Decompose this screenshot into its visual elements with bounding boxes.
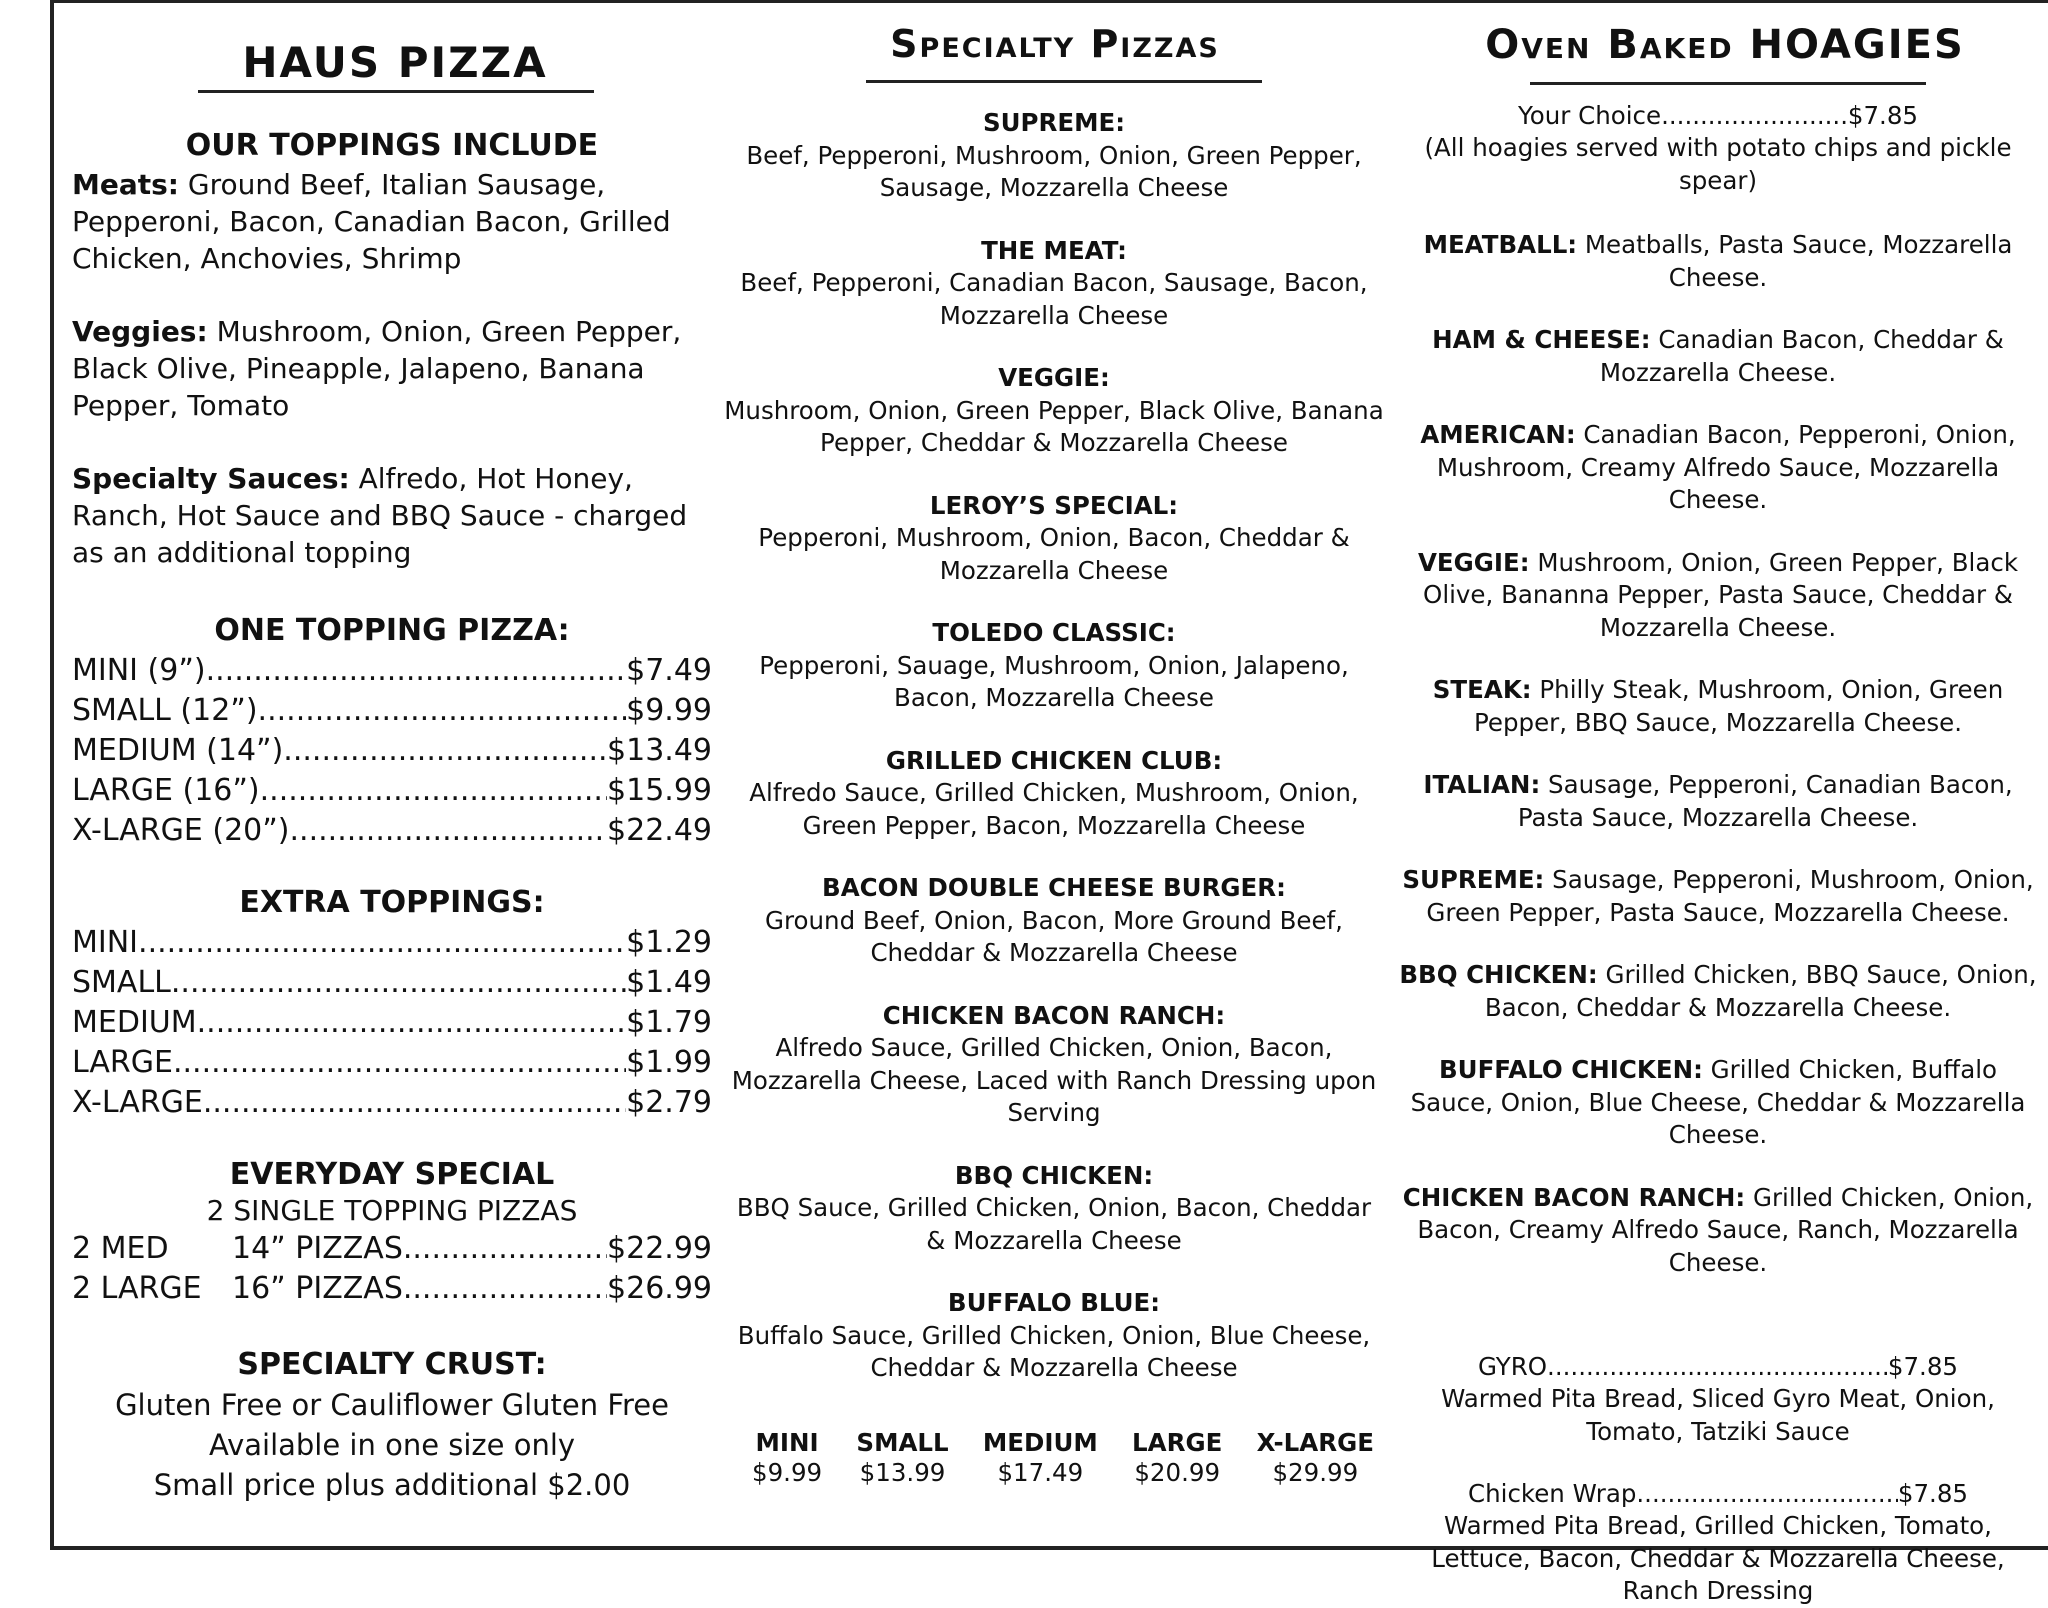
hoagie-item — [1396, 547, 2040, 645]
hoagie-name: MEATBALL: — [1423, 230, 1578, 259]
hoagie-desc: Grilled Chicken, Onion, Bacon, Creamy Alfredo Sauce, Ranch, Mozzarella Cheese. — [1417, 1182, 2034, 1277]
hoagie-item — [1396, 864, 2040, 929]
hoagie-name: HAM & CHEESE: — [1432, 325, 1651, 354]
hoagie-desc: Canadian Bacon, Cheddar & Mozzarella Cheese. — [1599, 325, 2004, 387]
sauces-paragraph — [72, 460, 712, 571]
dot-leader — [290, 811, 608, 851]
hoagie-item — [1396, 229, 2040, 294]
haus-pizza-title: HAUS PIZZA — [242, 38, 548, 87]
dot-leader — [283, 731, 607, 771]
crust-line: Available in one size only — [208, 1428, 576, 1462]
gyro-row — [1478, 1351, 1958, 1383]
hoagie-desc: Canadian Bacon, Pepperoni, Onion, Mushroom, Creamy Alfredo Sauce, Mozzarella Cheese. — [1436, 420, 2016, 514]
hoagie-desc: Grilled Chicken, BBQ Sauce, Onion, Bacon, Cheddar & Mozzarella Cheese. — [1484, 960, 2037, 1022]
wrap-label: Chicken Wrap — [1468, 1479, 1637, 1508]
hoagies-rule — [1530, 82, 1926, 85]
extra-toppings-heading: EXTRA TOPPINGS: — [239, 885, 545, 920]
size-price-cell — [1132, 1428, 1222, 1488]
size-price-cell — [1257, 1428, 1374, 1488]
size-label: X-LARGE (20”) — [72, 813, 290, 848]
price-row — [72, 1083, 712, 1123]
hoagie-item — [1396, 1182, 2040, 1280]
toppings-heading: OUR TOPPINGS INCLUDE — [185, 128, 599, 163]
pizza-name: CHICKEN BACON RANCH: — [882, 1000, 1226, 1030]
size-label: SMALL (12”) — [72, 693, 258, 728]
pizza-item — [724, 235, 1384, 333]
pizza-desc: Beef, Pepperoni, Canadian Bacon, Sausage, Bacon, Mozzarella Cheese — [740, 268, 1368, 330]
hoagie-name: BBQ CHICKEN: — [1399, 960, 1598, 989]
hoagie-desc: Mushroom, Onion, Green Pepper, Black Olive, Bananna Pepper, Pasta Sauce, Cheddar & Mozzarella Cheese. — [1423, 547, 2019, 642]
qty-label: 2 MED — [72, 1231, 169, 1266]
qty-label: 2 LARGE — [72, 1271, 202, 1306]
size-price: $20.99 — [1134, 1458, 1221, 1487]
choice-label: Your Choice — [1518, 101, 1662, 130]
hoagie-item — [1396, 769, 2040, 834]
meats-text: Ground Beef, Italian Sausage, Pepperoni, Bacon, Canadian Bacon, Grilled Chicken, Anchovies, Shrimp — [72, 168, 671, 275]
pizza-desc: Pepperoni, Sauage, Mushroom, Onion, Jalapeno, Bacon, Mozzarella Cheese — [759, 650, 1349, 712]
hoagie-desc: Meatballs, Pasta Sauce, Mozzarella Cheese. — [1577, 230, 2013, 292]
size-name: LARGE — [1132, 1428, 1223, 1457]
everyday-special-sub: 2 SINGLE TOPPING PIZZAS — [206, 1194, 578, 1227]
hoagie-desc: Grilled Chicken, Buffalo Sauce, Onion, Blue Cheese, Cheddar & Mozzarella Cheese. — [1410, 1055, 2026, 1149]
everyday-row — [72, 1229, 712, 1269]
wrap-desc: Warmed Pita Bread, Grilled Chicken, Tomato, Lettuce, Bacon, Cheddar & Mozzarella Cheese, Ranch Dressing — [1431, 1511, 2005, 1605]
price: $13.49 — [607, 733, 712, 768]
size-label: SMALL — [72, 965, 171, 1000]
size-label: MINI (9”) — [72, 653, 206, 688]
size-label: MEDIUM (14”) — [72, 733, 284, 768]
gyro-label: GYRO — [1478, 1352, 1548, 1381]
choice-note: (All hoagies served with potato chips and pickle spear) — [1424, 133, 2012, 195]
dot-leader — [1636, 1478, 1897, 1510]
dot-leader — [403, 1269, 607, 1309]
pizza-desc: Buffalo Sauce, Grilled Chicken, Onion, Blue Cheese, Cheddar & Mozzarella Cheese — [737, 1320, 1371, 1382]
dot-leader — [1547, 1351, 1888, 1383]
price-row — [72, 731, 712, 771]
pizza-name: SUPREME: — [982, 108, 1125, 137]
pizza-name: THE MEAT: — [981, 235, 1127, 265]
chicken-wrap-row — [1468, 1478, 1968, 1510]
size-name: MEDIUM — [982, 1428, 1098, 1457]
crust-line: Small price plus additional $2.00 — [153, 1468, 631, 1502]
pizza-item — [724, 107, 1384, 205]
pizza-name: BACON DOUBLE CHEESE BURGER: — [822, 873, 1286, 902]
size-name: MINI — [755, 1428, 819, 1457]
crust-line: Gluten Free or Cauliflower Gluten Free — [115, 1388, 669, 1422]
size-name: SMALL — [856, 1428, 949, 1457]
hoagie-item — [1396, 674, 2040, 739]
dot-leader — [260, 771, 607, 811]
price: $22.99 — [607, 1231, 712, 1266]
one-topping-heading: ONE TOPPING PIZZA: — [214, 613, 570, 648]
pizza-desc: Ground Beef, Onion, Bacon, More Ground Beef, Cheddar & Mozzarella Cheese — [765, 905, 1343, 967]
everyday-special-heading: EVERYDAY SPECIAL — [229, 1157, 555, 1192]
hoagie-name: VEGGIE: — [1417, 547, 1530, 577]
size-label: MINI — [72, 925, 139, 960]
hoagie-desc: Philly Steak, Mushroom, Onion, Green Pepper, BBQ Sauce, Mozzarella Cheese. — [1474, 675, 2004, 737]
pizza-name: GRILLED CHICKEN CLUB: — [885, 745, 1223, 775]
hoagie-name: BUFFALO CHICKEN: — [1439, 1055, 1703, 1084]
price: $22.49 — [607, 813, 712, 848]
gyro-price: $7.85 — [1887, 1352, 1958, 1381]
your-choice-row — [1518, 100, 1918, 132]
price-row — [72, 811, 712, 851]
specialty-crust-heading: SPECIALTY CRUST: — [237, 1347, 547, 1382]
price: $7.49 — [626, 653, 712, 688]
specialty-size-prices — [752, 1428, 1374, 1488]
middle-column — [724, 107, 1384, 1385]
pizza-item — [724, 872, 1384, 970]
sauces-label: Specialty Sauces: — [72, 462, 350, 495]
pizza-desc: Beef, Pepperoni, Mushroom, Onion, Green Pepper, Sausage, Mozzarella Cheese — [746, 140, 1362, 202]
pizza-item — [724, 745, 1384, 843]
price: $9.99 — [626, 693, 712, 728]
pizza-item — [724, 617, 1384, 715]
size-price: $17.49 — [997, 1458, 1084, 1487]
dot-leader — [206, 651, 627, 691]
size-label: LARGE (16”) — [72, 773, 260, 808]
size-price-cell — [983, 1428, 1098, 1488]
dot-leader — [171, 963, 626, 1003]
sauces-text: Alfredo, Hot Honey, Ranch, Hot Sauce and BBQ Sauce - charged as an additional topping — [72, 462, 688, 569]
pizza-name: BBQ CHICKEN: — [954, 1160, 1154, 1190]
pizza-item — [724, 490, 1384, 588]
right-column — [1396, 100, 2040, 1608]
price-row — [72, 1043, 712, 1083]
pizza-desc: BBQ Sauce, Grilled Chicken, Onion, Bacon, Cheddar & Mozzarella Cheese — [736, 1193, 1372, 1255]
dot-leader — [138, 923, 626, 963]
hoagie-item — [1396, 959, 2040, 1024]
price: $1.99 — [626, 1045, 712, 1080]
pizza-item — [724, 1000, 1384, 1130]
hoagie-item — [1396, 324, 2040, 389]
price: $26.99 — [607, 1271, 712, 1306]
one-topping-list — [72, 651, 712, 851]
veggies-paragraph — [72, 313, 712, 424]
size-price-cell — [856, 1428, 948, 1488]
hoagie-name: SUPREME: — [1402, 865, 1545, 894]
price-row — [72, 923, 712, 963]
pizza-item — [724, 1287, 1384, 1385]
dot-leader — [197, 1003, 626, 1043]
price-row — [72, 771, 712, 811]
hoagie-name: AMERICAN: — [1420, 420, 1576, 449]
dot-leader — [173, 1043, 626, 1083]
pizza-desc: Mushroom, Onion, Green Pepper, Black Olive, Banana Pepper, Cheddar & Mozzarella Cheese — [724, 395, 1384, 457]
hoagie-item — [1396, 419, 2040, 517]
desc-label: 14” PIZZAS — [232, 1231, 403, 1266]
price: $2.79 — [626, 1085, 712, 1120]
size-label: LARGE — [72, 1045, 173, 1080]
meats-paragraph — [72, 166, 712, 277]
price: $1.49 — [626, 965, 712, 1000]
pizza-desc: Alfredo Sauce, Grilled Chicken, Mushroom, Onion, Green Pepper, Bacon, Mozzarella Cheese — [749, 778, 1359, 840]
haus-pizza-rule — [198, 90, 594, 93]
size-price-cell — [752, 1428, 822, 1488]
price-row — [72, 963, 712, 1003]
pizza-desc: Alfredo Sauce, Grilled Chicken, Onion, Bacon, Mozzarella Cheese, Laced with Ranch Dressing upon Serving — [731, 1033, 1377, 1127]
dot-leader — [403, 1229, 607, 1269]
desc-label: 16” PIZZAS — [232, 1271, 403, 1306]
size-price: $13.99 — [859, 1458, 946, 1487]
price: $1.79 — [626, 1005, 712, 1040]
pizza-name: LEROY’S SPECIAL: — [929, 490, 1179, 520]
size-label: MEDIUM — [72, 1005, 197, 1040]
wrap-price: $7.85 — [1897, 1479, 1968, 1508]
size-label: X-LARGE — [72, 1085, 203, 1120]
price: $15.99 — [607, 773, 712, 808]
pizza-name: VEGGIE: — [998, 363, 1110, 392]
hoagie-desc: Sausage, Pepperoni, Canadian Bacon, Pasta Sauce, Mozzarella Cheese. — [1517, 770, 2013, 832]
left-column — [72, 126, 712, 1505]
price: $1.29 — [626, 925, 712, 960]
extra-toppings-list — [72, 923, 712, 1123]
dot-leader — [258, 691, 627, 731]
everyday-row — [72, 1269, 712, 1309]
hoagie-name: ITALIAN: — [1423, 770, 1541, 799]
size-price: $29.99 — [1272, 1458, 1359, 1487]
veggies-text: Mushroom, Onion, Green Pepper, Black Olive, Pineapple, Jalapeno, Banana Pepper, Tomato — [72, 315, 682, 422]
frame-left-border — [50, 0, 54, 1550]
dot-leader — [1661, 100, 1848, 132]
veggies-label: Veggies: — [72, 315, 208, 348]
specialty-pizzas-rule — [866, 80, 1262, 83]
frame-top-border — [50, 0, 2048, 3]
pizza-name: BUFFALO BLUE: — [947, 1288, 1161, 1317]
dot-leader — [203, 1083, 626, 1123]
gyro-desc: Warmed Pita Bread, Sliced Gyro Meat, Onion, Tomato, Tatziki Sauce — [1441, 1384, 1995, 1446]
hoagies-title: Oven Baked HOAGIES — [1485, 22, 1965, 68]
size-price: $9.99 — [752, 1458, 823, 1487]
hoagie-name: STEAK: — [1432, 675, 1532, 704]
price-row — [72, 1003, 712, 1043]
price-row — [72, 691, 712, 731]
hoagie-item — [1396, 1054, 2040, 1152]
pizza-item — [724, 1160, 1384, 1258]
meats-label: Meats: — [72, 168, 179, 201]
size-name: X-LARGE — [1256, 1428, 1374, 1457]
pizza-desc: Pepperoni, Mushroom, Onion, Bacon, Cheddar & Mozzarella Cheese — [758, 523, 1350, 585]
price-row — [72, 651, 712, 691]
hoagie-name: CHICKEN BACON RANCH: — [1402, 1182, 1746, 1212]
pizza-name: TOLEDO CLASSIC: — [932, 618, 1176, 647]
pizza-item — [724, 362, 1384, 460]
hoagie-desc: Sausage, Pepperoni, Mushroom, Onion, Green Pepper, Pasta Sauce, Mozzarella Cheese. — [1426, 865, 2034, 927]
specialty-pizzas-title: Specialty Pizzas — [890, 22, 1220, 66]
choice-price: $7.85 — [1847, 101, 1918, 130]
